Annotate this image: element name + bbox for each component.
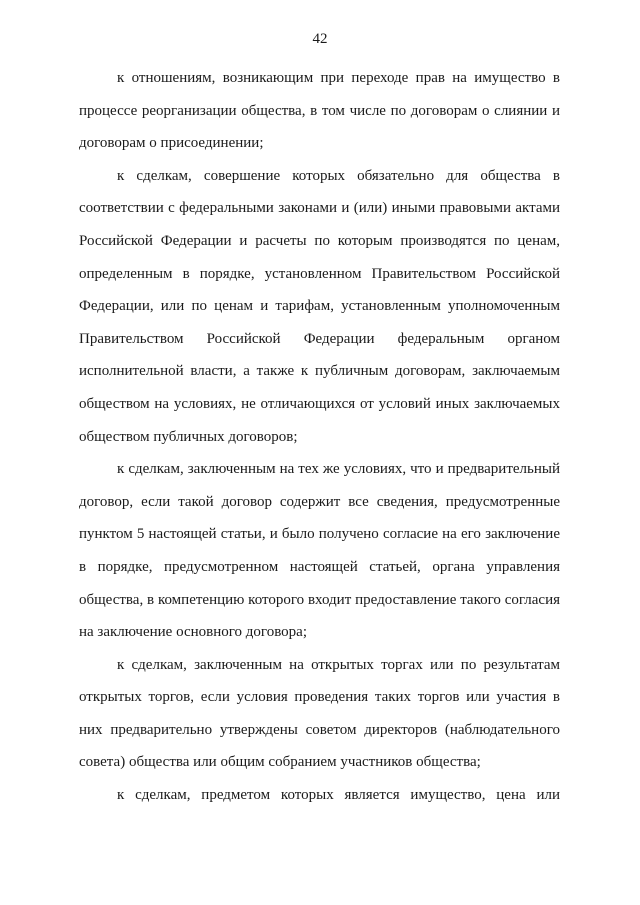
document-body (79, 62, 560, 812)
page-number: 42 (312, 31, 328, 47)
paragraph: к сделкам, предметом которых является имущество, цена или (117, 787, 560, 804)
paragraph: к отношениям, возникающим при переходе прав на имущество в процессе реорганизации общества, в том числе по договорам о слиянии и договорам о присоединении; (79, 70, 560, 152)
paragraph: к сделкам, заключенным на тех же условиях, что и предварительный договор, если такой договор содержит все сведения, предусмотренные пунктом 5 настоящей статьи, и было получено согласие на его заключение в порядке, предусмотренном настоящей статьей, органа управления общества, в компетенцию которого входит предоставление такого согласия на заключение основного договора; (79, 461, 560, 641)
paragraph: к сделкам, совершение которых обязательно для общества в соответствии с федеральными законами и (или) иными правовыми актами Российской Федерации и расчеты по которым производятся по ценам, определенным в порядке, установленном Правительством Российской Федерации, или по ценам и тарифам, установленным уполномоченным Правительством Российской Федерации федеральным органом исполнительной власти, а также к публичным договорам, заключаемым обществом на условиях, не отличающихся от условий иных заключаемых обществом публичных договоров; (79, 167, 560, 445)
paragraph: к сделкам, заключенным на открытых торгах или по результатам открытых торгов, если условия проведения таких торгов или участия в них предварительно утверждены советом директоров (наблюдательного совета) общества или общим собранием участников общества; (79, 656, 560, 771)
